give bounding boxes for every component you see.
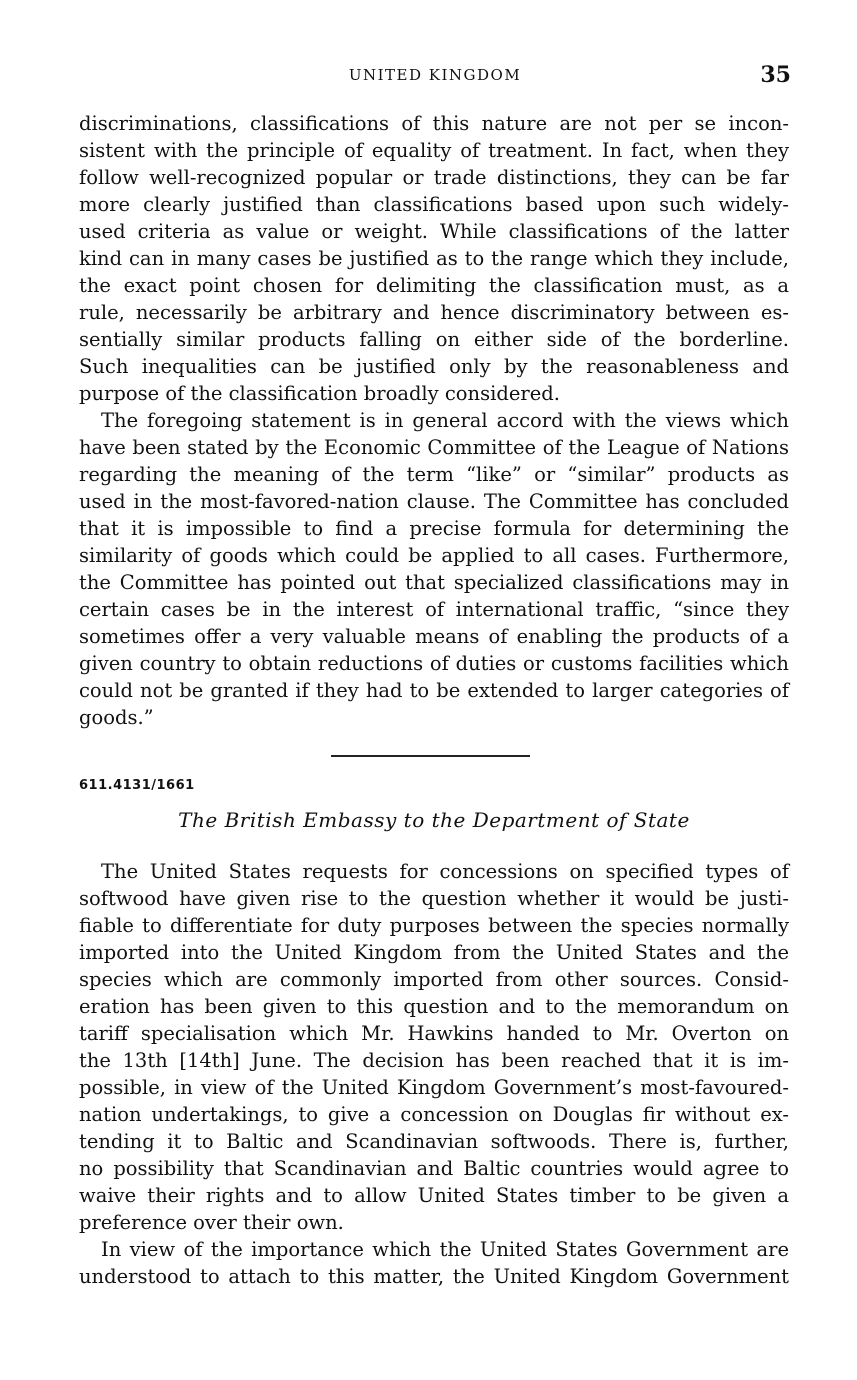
text-line: tariff specialisation which Mr. Hawkins handed to Mr. Overton on xyxy=(79,1022,789,1045)
body-text-section-1 xyxy=(79,110,789,731)
text-line: Such inequalities can be justified only by the reasonableness and xyxy=(79,355,789,378)
text-line: nation undertakings, to give a concession on Douglas fir without ex- xyxy=(79,1103,789,1126)
text-line: fiable to differentiate for duty purposes between the species normally xyxy=(79,914,789,937)
text-line: sentially similar products falling on either side of the borderline. xyxy=(79,328,789,351)
text-line: given country to obtain reductions of duties or customs facilities which xyxy=(79,652,789,675)
paragraph-start-line: The United States requests for concessions on specified types of xyxy=(101,860,789,883)
text-line: goods.” xyxy=(79,706,154,729)
text-line: waive their rights and to allow United States timber to be given a xyxy=(79,1184,789,1207)
text-line: sistent with the principle of equality of treatment. In fact, when they xyxy=(79,139,789,162)
text-line: preference over their own. xyxy=(79,1211,344,1234)
text-line: discriminations, classifications of this nature are not per se incon- xyxy=(79,112,789,135)
body-text-section-2 xyxy=(79,858,789,1290)
text-line: the 13th [14th] June. The decision has been reached that it is im- xyxy=(79,1049,789,1072)
paragraph-start-line: The foregoing statement is in general accord with the views which xyxy=(101,409,789,432)
text-line: the exact point chosen for delimiting the classification must, as a xyxy=(79,274,789,297)
text-line: could not be granted if they had to be extended to larger categories of xyxy=(79,679,789,702)
text-line: rule, necessarily be arbitrary and hence discriminatory between es- xyxy=(79,301,789,324)
section-divider xyxy=(331,755,530,757)
text-line: certain cases be in the interest of international traffic, “since they xyxy=(79,598,789,621)
text-line: have been stated by the Economic Committee of the League of Nations xyxy=(79,436,789,459)
document-heading: The British Embassy to the Department of State xyxy=(178,808,690,832)
text-line: the Committee has pointed out that specialized classifications may in xyxy=(79,571,789,594)
text-line: species which are commonly imported from other sources. Consid- xyxy=(79,968,789,991)
text-line: similarity of goods which could be applied to all cases. Furthermore, xyxy=(79,544,789,567)
text-line: purpose of the classification broadly considered. xyxy=(79,382,560,405)
text-line: sometimes offer a very valuable means of enabling the products of a xyxy=(79,625,789,648)
text-line: regarding the meaning of the term “like” or “similar” products as xyxy=(79,463,789,486)
text-line: more clearly justified than classifications based upon such widely- xyxy=(79,193,789,216)
text-line: imported into the United Kingdom from the United States and the xyxy=(79,941,789,964)
text-line: kind can in many cases be justified as to the range which they include, xyxy=(79,247,789,270)
text-line: used in the most-favored-nation clause. The Committee has concluded xyxy=(79,490,789,513)
running-title: UNITED KINGDOM xyxy=(348,66,522,84)
text-line: tending it to Baltic and Scandinavian softwoods. There is, further, xyxy=(79,1130,789,1153)
text-line: that it is impossible to find a precise formula for determining the xyxy=(79,517,789,540)
paragraph-start-line: In view of the importance which the United States Government are xyxy=(101,1238,789,1261)
text-line: no possibility that Scandinavian and Baltic countries would agree to xyxy=(79,1157,789,1180)
text-line: understood to attach to this matter, the United Kingdom Government xyxy=(79,1265,789,1288)
text-line: softwood have given rise to the question whether it would be justi- xyxy=(79,887,789,910)
file-number: 611.4131/1661 xyxy=(79,778,195,793)
text-line: eration has been given to this question and to the memorandum on xyxy=(79,995,789,1018)
text-line: follow well-recognized popular or trade distinctions, they can be far xyxy=(79,166,789,189)
running-head xyxy=(79,62,791,92)
text-line: possible, in view of the United Kingdom Government’s most-favoured- xyxy=(79,1076,789,1099)
text-line: used criteria as value or weight. While classifications of the latter xyxy=(79,220,789,243)
page-number: 35 xyxy=(760,62,791,88)
